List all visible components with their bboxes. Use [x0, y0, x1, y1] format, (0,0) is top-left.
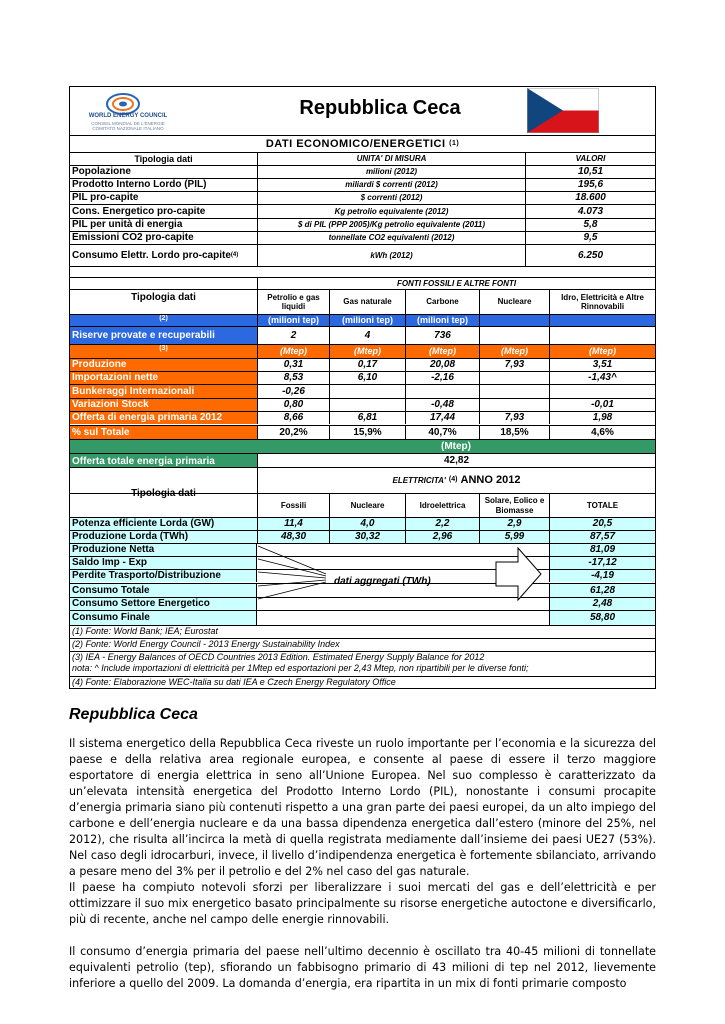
mtep-units-row [70, 344, 655, 358]
globe-icon [105, 93, 141, 115]
footnote-4: (4) Fonte: Elaborazione WEC-Italia su dati IEA e Czech Energy Regulatory Office [70, 676, 655, 687]
aggregate-row-label: Produzione Netta [70, 544, 257, 556]
fossil-row-label: Bunkeraggi Internazionali [70, 385, 257, 398]
page-title: Repubblica Ceca [299, 97, 461, 119]
mtep-unit: (Mtep) [329, 345, 405, 358]
econ-row [70, 244, 655, 266]
fossil-row-value: 17,44 [405, 412, 479, 424]
aggregate-row-value: 2,48 [549, 598, 655, 610]
aggregate-row-value: -4,19 [549, 570, 655, 582]
elec-row [70, 517, 655, 530]
fossil-row-value: 3,51 [549, 359, 655, 371]
elec-col-type: Tipologia dati [131, 488, 196, 500]
econ-col-unit: UNITA' DI MISURA [257, 153, 525, 165]
aggregate-label: dati aggregati (TWh) [334, 576, 431, 587]
total-supply-row [70, 453, 655, 467]
fossil-row-value: -0,26 [257, 385, 329, 398]
econ-row-value: 6.250 [525, 245, 655, 266]
econ-section-header [70, 135, 655, 152]
econ-row-unit: Kg petrolio equivalente (2012) [257, 205, 525, 218]
elec-row-value: 2,96 [405, 531, 479, 543]
fossil-row-value: 40,7% [405, 426, 479, 439]
fossil-row-value: -0,01 [549, 399, 655, 411]
fossil-row-value: 0,17 [329, 359, 405, 371]
econ-row-unit: tonnellate CO2 equivalenti (2012) [257, 232, 525, 244]
econ-row [70, 178, 655, 191]
reserves-value: 4 [329, 327, 405, 344]
econ-row-unit: $ di PIL (PPP 2005)/Kg petrolio equivalente (2011) [257, 219, 525, 231]
fossil-unit: (milioni tep) [257, 315, 329, 326]
elec-row-value: 87,57 [549, 531, 655, 543]
fossil-row-value [329, 385, 405, 398]
econ-section-sup: (1) [449, 139, 460, 147]
fossil-group-title: FONTI FOSSILI E ALTRE FONTI [257, 278, 655, 289]
elec-column-headers [70, 493, 655, 517]
fossil-row-value: 6,10 [329, 372, 405, 384]
energy-data-sheet [69, 86, 656, 689]
econ-row [70, 231, 655, 244]
fossil-row-value: 0,31 [257, 359, 329, 371]
total-unit: (Mtep) [441, 440, 471, 452]
elec-row-value: 4,0 [329, 518, 405, 530]
reserves-value [549, 327, 655, 344]
article-paragraph-3: Il consumo d’energia primaria del paese nell’ultimo decennio è oscillato tra 40-45 milioni di tonnellate equivalenti petrolio (tep), sfiorando un fabbisogno primario di 43 milioni di tep nel 2012, lievemente inferiore a quello del 2009. La domanda d’energia, era ripartita in un mix di fonti primarie composto [69, 945, 656, 990]
logo-line-1: WORLD ENERGY COUNCIL [88, 113, 168, 119]
article-title: Repubblica Ceca [69, 706, 198, 723]
econ-section-title: DATI ECONOMICO/ENERGETICI [265, 137, 446, 150]
elec-row-value: 11,4 [257, 518, 329, 530]
fossil-row-label: Offerta di energia primaria 2012 [70, 412, 257, 424]
fossil-row [70, 358, 655, 371]
elec-row-value: 20,5 [549, 518, 655, 530]
fossil-column-header: Carbone [405, 290, 479, 314]
fossil-row-value [479, 372, 549, 384]
aggregate-row-label: Consumo Settore Energetico [70, 598, 257, 610]
fossil-units-row [70, 314, 655, 326]
fossil-group-header [70, 277, 655, 289]
fossil-row-value [479, 385, 549, 398]
elec-column-header: Fossili [257, 494, 329, 517]
fossil-column-header: Nucleare [479, 290, 549, 314]
fossil-row-value: 7,93 [479, 412, 549, 424]
econ-row-unit: $ correnti (2012) [257, 192, 525, 204]
fossil-row-value [405, 385, 479, 398]
econ-row-value: 10,51 [525, 166, 655, 178]
footnote-2: (2) Fonte: World Energy Council - 2013 Energy Sustainability Index [70, 638, 655, 649]
fossil-row-value: 0,80 [257, 399, 329, 411]
econ-row-value: 18.600 [525, 192, 655, 204]
czech-flag-icon [527, 88, 599, 133]
fossil-col-type: Tipologia dati [131, 292, 196, 303]
article-paragraph-1: Il sistema energetico della Repubblica Ceca riveste un ruolo importante per l’economia e la sicurezza del paese e della relativa area regionale europea, e consente al paese di essere il terzo maggiore esportatore di energia elettrica in seno all’Unione Europea. Nel suo complesso è caratterizzato da un’elevata intensità energetica del Prodotto Interno Lordo (PIL), nonostante i consumi procapite d’energia primaria siano più contenuti rispetto a una gran parte dei paesi europei, da un alto impiego del carbone e dell’energia nucleare e da una bassa dipendenza energetica dall’estero (minore del 25%, nel 2012), che risulta all’incirca la metà di quella registrata mediamente dall’insieme dei paesi UE27 (53%). Nel caso degli idrocarburi, invece, il livello d’indipendenza energetica è fortemente sbilanciato, arrivando a pesare meno del 3% per il petrolio e del 2% nel caso del gas naturale. [69, 737, 656, 878]
econ-row-unit: miliardi $ correnti (2012) [257, 179, 525, 191]
mtep-unit: (Mtep) [479, 345, 549, 358]
fossil-row [70, 411, 655, 424]
mtep-unit: (Mtep) [405, 345, 479, 358]
total-unit-row [70, 439, 655, 453]
fossil-unit [549, 315, 655, 326]
fossil-row-value: -0,48 [405, 399, 479, 411]
fossil-row-value: 20,08 [405, 359, 479, 371]
fossil-row [70, 425, 655, 439]
econ-row-label: PIL per unità di energia [72, 219, 183, 231]
footnotes [70, 625, 655, 689]
article-paragraph-2: Il paese ha compiuto notevoli sforzi per liberalizzare i suoi mercati del gas e dell’elettricità e per ottimizzare il suo mix energetico basato principalmente su risorse energetiche autoctone e diversificarlo, più di recente, anche nel campo delle energie rinnovabili. [69, 881, 656, 926]
econ-row-value: 195,6 [525, 179, 655, 191]
aggregate-row-value: 81,09 [549, 544, 655, 556]
fossil-column-headers [70, 289, 655, 314]
econ-col-type: Tipologia dati [134, 153, 193, 164]
econ-row-label: Popolazione [72, 166, 131, 178]
reserves-value [479, 327, 549, 344]
footnote-1: (1) Fonte: World Bank; IEA; Eurostat [72, 626, 219, 636]
fossil-column-header: Petrolio e gas liquidi [257, 290, 329, 314]
reserves-label: Riserve provate e recuperabili [70, 327, 257, 344]
elec-column-header: Idroelettrica [405, 494, 479, 517]
econ-row-sup: (4) [230, 252, 239, 259]
econ-row [70, 204, 655, 218]
footnote-3: (3) IEA - Energy Balances of OECD Countries 2013 Edition. Estimated Energy Supply Balance for 2012 [70, 651, 655, 662]
fossil-row-value: 6,81 [329, 412, 405, 424]
aggregate-arrow-icon [256, 544, 543, 604]
fossil-row-value: 15,9% [329, 426, 405, 439]
fossil-column-header: Idro, Elettricità e Altre Rinnovabili [549, 290, 655, 314]
econ-column-headers [70, 152, 655, 165]
elec-column-header: Nucleare [329, 494, 405, 517]
note-3: (3) [159, 345, 168, 352]
elec-row-value: 2,2 [405, 518, 479, 530]
econ-row-label: Prodotto Interno Lordo (PIL) [72, 179, 207, 191]
elec-row-value: 48,30 [257, 531, 329, 543]
mtep-unit: (Mtep) [549, 345, 655, 358]
elec-header-suffix: ANNO 2012 [460, 474, 521, 487]
fossil-row-value: 20,2% [257, 426, 329, 439]
econ-col-value: VALORI [525, 153, 655, 165]
econ-row [70, 165, 655, 178]
fossil-row-value: 7,93 [479, 359, 549, 371]
total-supply-value: 42,82 [257, 454, 655, 467]
aggregate-row-label: Saldo Imp - Exp [70, 557, 257, 569]
elec-header [70, 467, 655, 500]
fossil-row [70, 371, 655, 384]
wec-logo [83, 93, 168, 133]
fossil-row-label: Importazioni nette [70, 372, 257, 384]
aggregate-row-label: Consumo Finale [70, 611, 257, 625]
elec-row-value: 5,99 [479, 531, 549, 543]
fossil-row-value: -1,43^ [549, 372, 655, 384]
econ-row [70, 218, 655, 231]
econ-row-value: 5,8 [525, 219, 655, 231]
aggregate-row [70, 610, 655, 625]
econ-row-value: 4.073 [525, 205, 655, 218]
fossil-unit: (milioni tep) [405, 315, 479, 326]
elec-row-label: Produzione Lorda (TWh) [70, 531, 257, 543]
fossil-row-value: 4,6% [549, 426, 655, 439]
fossil-row-value: 8,53 [257, 372, 329, 384]
mtep-unit: (Mtep) [257, 345, 329, 358]
fossil-row [70, 398, 655, 411]
elec-row-label: Potenza efficiente Lorda (GW) [70, 518, 257, 530]
aggregate-row-value: 61,28 [549, 584, 655, 597]
reserves-row [70, 326, 655, 344]
elec-row [70, 530, 655, 543]
fossil-column-header: Gas naturale [329, 290, 405, 314]
econ-row-unit: kWh (2012) [257, 245, 525, 266]
logo-line-3: COMITATO NAZIONALE ITALIANO [92, 126, 164, 131]
fossil-unit [479, 315, 549, 326]
fossil-row-label: Variazioni Stock [70, 399, 257, 411]
elec-column-header: Solare, Eolico e Biomasse [479, 494, 549, 517]
fossil-unit: (milioni tep) [329, 315, 405, 326]
reserves-value: 736 [405, 327, 479, 344]
elec-header-prefix: ELETTRICITA' [392, 475, 446, 485]
econ-row-label: Cons. Energetico pro-capite [72, 205, 206, 217]
elec-column-header: TOTALE [549, 494, 655, 517]
econ-row-unit: milioni (2012) [257, 166, 525, 178]
article [69, 706, 656, 992]
total-supply-label: Offerta totale energia primaria [70, 454, 257, 467]
aggregate-row-value: -17,12 [549, 557, 655, 569]
footnote-note: nota: ^ Include importazioni di elettricità per 1Mtep ed esportazioni per 2,43 Mtep, non ripartibili per le diverse fonti; [72, 663, 529, 673]
econ-row-label: Consumo Elettr. Lordo pro-capite (4) [72, 249, 239, 261]
fossil-row-value [549, 385, 655, 398]
econ-row-label: PIL pro-capite [72, 192, 139, 204]
fossil-row-value: -2,16 [405, 372, 479, 384]
fossil-row-value: 18,5% [479, 426, 549, 439]
aggregate-row-label: Perdite Trasporto/Distribuzione [70, 570, 257, 582]
elec-row-value: 30,32 [329, 531, 405, 543]
fossil-row [70, 384, 655, 398]
logo-line-2: CONSEIL MONDIAL DE L'ENERGIE [91, 121, 165, 126]
reserves-value: 2 [257, 327, 329, 344]
aggregate-row-label: Consumo Totale [70, 584, 257, 597]
econ-row-value: 9,5 [525, 232, 655, 244]
fossil-row-label: Produzione [70, 359, 257, 371]
fossil-row-value [479, 399, 549, 411]
aggregate-row-value: 58,80 [549, 611, 655, 625]
spacer-row [70, 266, 655, 277]
econ-row [70, 191, 655, 204]
fossil-row-value: 1,98 [549, 412, 655, 424]
elec-row-value: 2,9 [479, 518, 549, 530]
note-2: (2) [159, 315, 168, 322]
econ-row-label: Emissioni CO2 pro-capite [72, 232, 194, 244]
fossil-row-label: % sul Totale [70, 426, 257, 439]
fossil-row-value [329, 399, 405, 411]
fossil-row-value: 8,66 [257, 412, 329, 424]
elec-header-sup: (4) [448, 476, 458, 484]
